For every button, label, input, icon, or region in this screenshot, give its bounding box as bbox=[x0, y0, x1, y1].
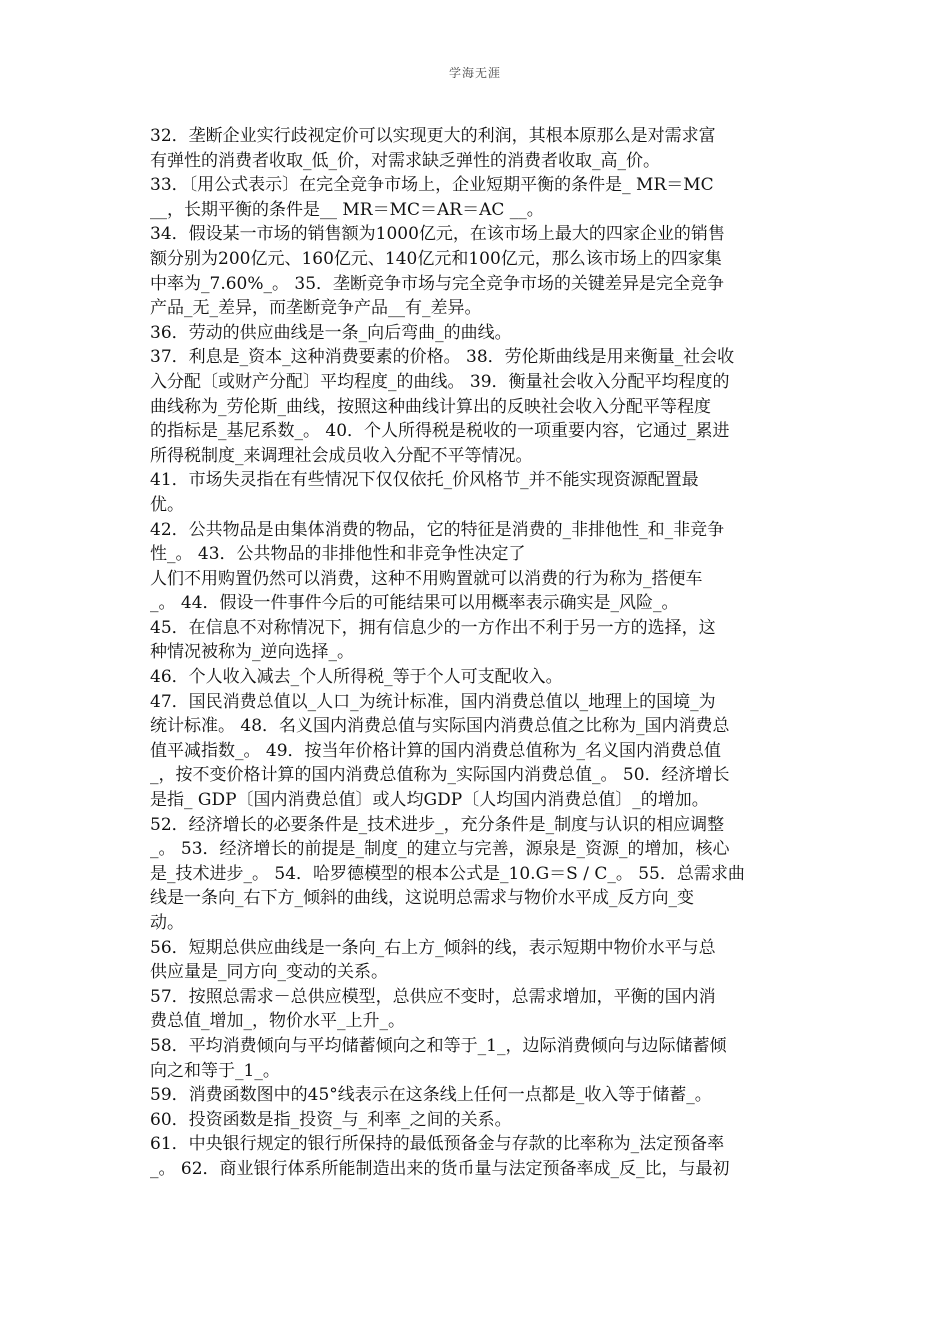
text-line: 58．平均消费倾向与平均储蓄倾向之和等于_1_，边际消费倾向与边际储蓄倾 bbox=[150, 1035, 727, 1056]
text-line: 61．中央银行规定的银行所保持的最低预备金与存款的比率称为_法定预备率 bbox=[150, 1134, 725, 1155]
text-line: 是_技术进步_。 54．哈罗德模型的根本公式是_10.G＝S / C_。 55．总需求曲 bbox=[150, 863, 745, 884]
text-line: 34．假设某一市场的销售额为1000亿元，在该市场上最大的四家企业的销售 bbox=[150, 224, 725, 245]
text-line: 是指_ GDP〔国内消费总值〕或人均GDP〔人均国内消费总值〕_的增加。 bbox=[150, 790, 709, 811]
text-line: 人们不用购置仍然可以消费，这种不用购置就可以消费的行为称为_搭便车 bbox=[150, 568, 703, 589]
text-line: 优。 bbox=[150, 494, 184, 515]
text-line: 32．垄断企业实行歧视定价可以实现更大的利润，其根本原那么是对需求富 bbox=[150, 126, 716, 146]
text-line: 曲线称为_劳伦斯_曲线，按照这种曲线计算出的反映社会收入分配平等程度 bbox=[150, 396, 711, 417]
text-line: 42．公共物品是由集体消费的物品，它的特征是消费的_非排他性_和_非竞争 bbox=[150, 519, 725, 540]
text-line: 供应量是_同方向_变动的关系。 bbox=[150, 962, 388, 983]
text-line: 45．在信息不对称情况下，拥有信息少的一方作出不利于另一方的选择，这 bbox=[150, 617, 716, 638]
text-line: 57．按照总需求－总供应模型，总供应不变时，总需求增加，平衡的国内消 bbox=[150, 986, 716, 1007]
text-line: 产品_无_差异，而垄断竞争产品__有_差异。 bbox=[150, 298, 482, 319]
text-line: 费总值_增加_，物价水平_上升_。 bbox=[150, 1011, 405, 1032]
text-line: 36．劳动的供应曲线是一条_向后弯曲_的曲线。 bbox=[150, 322, 512, 343]
text-line: 46．个人收入减去_个人所得税_等于个人可支配收入。 bbox=[150, 667, 563, 688]
text-line: _，按不变价格计算的国内消费总值称为_实际国内消费总值_。 50．经济增长 bbox=[150, 765, 730, 786]
text-line: 向之和等于_1_。 bbox=[150, 1060, 280, 1081]
text-line: 47．国民消费总值以_人口_为统计标准，国内消费总值以_地理上的国境_为 bbox=[150, 691, 716, 712]
text-line: _。 62．商业银行体系所能制造出来的货币量与法定预备率成_反_比，与最初 bbox=[150, 1158, 730, 1179]
text-line: 动。 bbox=[150, 913, 184, 933]
text-line: 额分别为200亿元、160亿元、140亿元和100亿元，那么该市场上的四家集 bbox=[150, 248, 722, 269]
text-line: 56．短期总供应曲线是一条向_右上方_倾斜的线，表示短期中物价水平与总 bbox=[150, 937, 716, 958]
text-line: 52．经济增长的必要条件是_技术进步_，充分条件是_制度与认识的相应调整 bbox=[150, 814, 725, 835]
text-line: 线是一条向_右下方_倾斜的曲线，这说明总需求与物价水平成_反方向_变 bbox=[150, 888, 694, 909]
text-line: 37．利息是_资本_这种消费要素的价格。 38．劳伦斯曲线是用来衡量_社会收 bbox=[150, 347, 735, 368]
text-line: 入分配〔或财产分配〕平均程度_的曲线。 39．衡量社会收入分配平均程度的 bbox=[150, 371, 730, 392]
text-line: 中率为_7.60%_。 35．垄断竞争市场与完全竞争市场的关键差异是完全竞争 bbox=[150, 273, 725, 294]
text-line: 种情况被称为_逆向选择_。 bbox=[150, 642, 354, 663]
text-line: 性_。 43．公共物品的非排他性和非竞争性决定了 bbox=[150, 544, 526, 565]
text-line: 所得税制度_来调理社会成员收入分配不平等情况。 bbox=[150, 445, 533, 466]
text-line: 59．消费函数图中的45°线表示在这条线上任何一点都是_收入等于储蓄_。 bbox=[150, 1085, 712, 1106]
text-line: __，长期平衡的条件是__ MR＝MC＝AR＝AC __。 bbox=[150, 199, 544, 220]
text-line: 41．市场失灵指在有些情况下仅仅依托_价风格节_并不能实现资源配置最 bbox=[150, 470, 699, 491]
document-body bbox=[150, 124, 800, 1182]
text-line: 60．投资函数是指_投资_与_利率_之间的关系。 bbox=[150, 1109, 512, 1130]
text-line: 有弹性的消费者收取_低_价，对需求缺乏弹性的消费者收取_高_价。 bbox=[150, 150, 660, 171]
text-line: _。 44．假设一件事件今后的可能结果可以用概率表示确实是_风险_。 bbox=[150, 593, 679, 614]
text-line: 的指标是_基尼系数_。 40．个人所得税是税收的一项重要内容，它通过_累进 bbox=[150, 421, 730, 442]
page-header: 学海无涯 bbox=[448, 66, 501, 80]
text-line: 统计标准。 48．名义国内消费总值与实际国内消费总值之比称为_国内消费总 bbox=[150, 716, 730, 737]
text-line: _。 53．经济增长的前提是_制度_的建立与完善，源泉是_资源_的增加，核心 bbox=[150, 839, 730, 860]
text-line: 值平减指数_。 49．按当年价格计算的国内消费总值称为_名义国内消费总值 bbox=[150, 740, 722, 761]
text-line: 33．〔用公式表示〕在完全竞争市场上，企业短期平衡的条件是_ MR＝MC bbox=[150, 175, 714, 196]
